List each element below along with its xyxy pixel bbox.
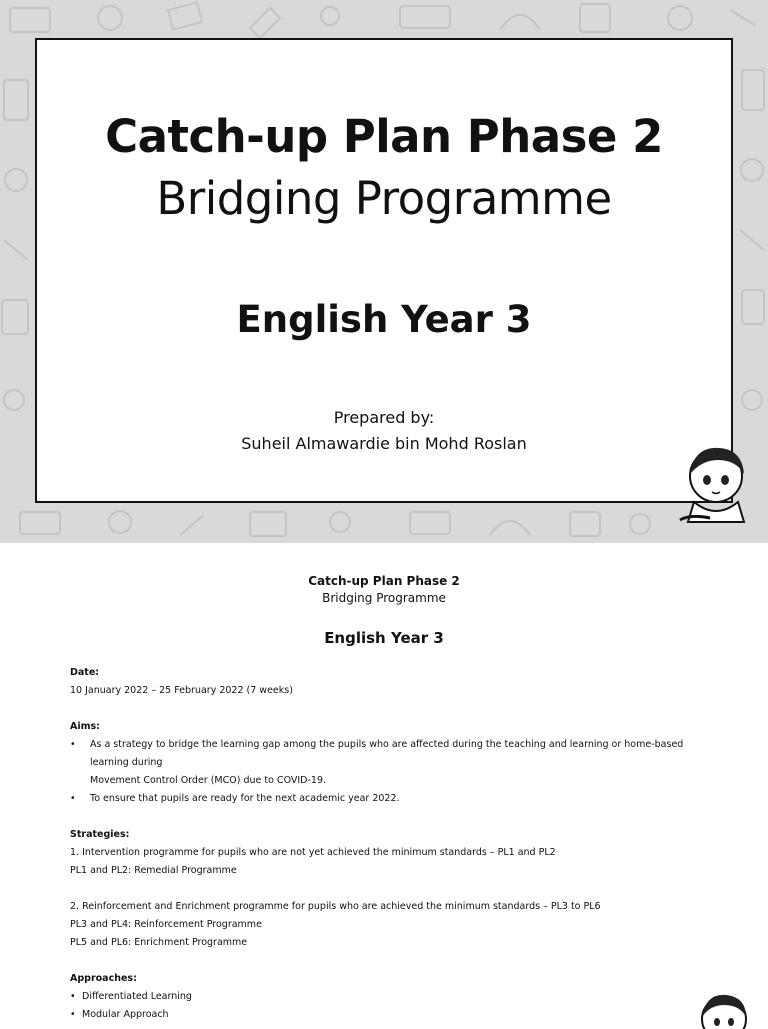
strategy-line: PL3 and PL4: Reinforcement Programme [70, 919, 262, 930]
strategy-line: 1. Intervention programme for pupils who are not yet achieved the minimum standards – PL1 and PL2 [70, 847, 556, 858]
strategy-line: 2. Reinforcement and Enrichment programme for pupils who are achieved the minimum standards – PL3 to PL6 [70, 901, 601, 912]
mascot-icon [672, 440, 756, 530]
aims-item: • To ensure that pupils are ready for the next academic year 2022. [70, 793, 400, 804]
plan-content [70, 664, 710, 1024]
approach-item: • Differentiated Learning [70, 991, 192, 1002]
aims-item: • As a strategy to bridge the learning gap among the pupils who are affected during the teaching and learning or home-based learning during [70, 739, 684, 768]
author-name: Suheil Almawardie bin Mohd Roslan [241, 434, 527, 453]
cover-title: Catch-up Plan Phase 2 [105, 110, 663, 163]
mascot-icon [690, 989, 754, 1029]
cover-subject: English Year 3 [236, 298, 532, 341]
page-subject: English Year 3 [324, 629, 444, 647]
aims-heading: Aims: [70, 721, 100, 732]
prepared-by-label: Prepared by: [333, 408, 435, 427]
page-title: Catch-up Plan Phase 2 [308, 574, 460, 588]
approach-item: • Modular Approach [70, 1009, 169, 1020]
strategies-heading: Strategies: [70, 829, 130, 840]
strategy-line: PL5 and PL6: Enrichment Programme [70, 937, 248, 948]
date-value: 10 January 2022 – 25 February 2022 (7 weeks) [70, 685, 293, 696]
date-heading: Date: [70, 667, 100, 678]
page-subtitle: Bridging Programme [322, 591, 446, 605]
cover-card [35, 38, 733, 503]
aims-item-continued: Movement Control Order (MCO) due to COVID-19. [90, 775, 327, 786]
strategy-line: PL1 and PL2: Remedial Programme [70, 865, 237, 876]
cover-subtitle: Bridging Programme [156, 172, 612, 225]
approaches-heading: Approaches: [70, 973, 137, 984]
plan-page [0, 543, 768, 1024]
